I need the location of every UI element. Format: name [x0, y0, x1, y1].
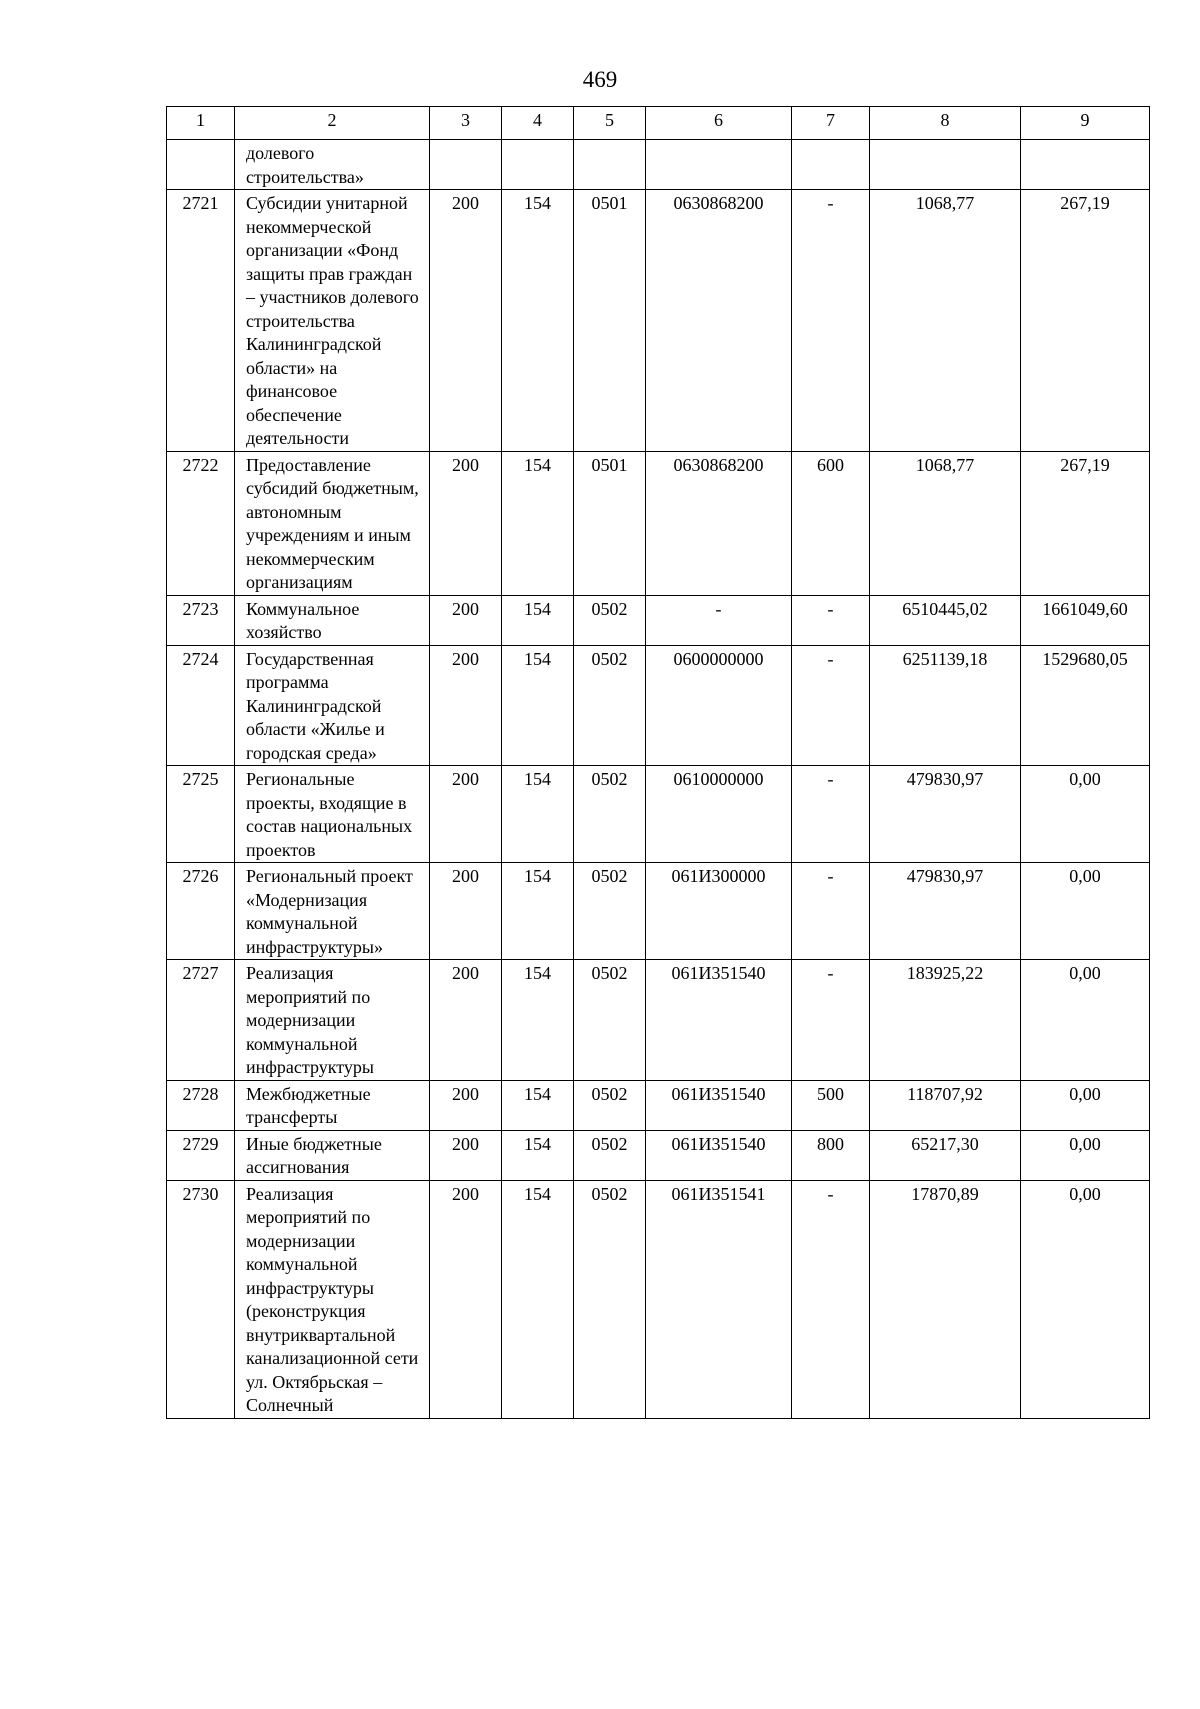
code-cell: 600 [792, 451, 870, 595]
code-cell: 154 [502, 451, 574, 595]
amount-cell: 267,19 [1021, 451, 1150, 595]
amount-cell: 0,00 [1021, 863, 1150, 960]
code-cell: - [792, 595, 870, 645]
code-cell [574, 140, 646, 190]
amount-cell: 65217,30 [870, 1130, 1021, 1180]
row-number-cell: 2728 [167, 1080, 235, 1130]
amount-cell [870, 140, 1021, 190]
code-cell: 200 [430, 960, 502, 1081]
code-cell: 0502 [574, 1130, 646, 1180]
row-number-cell: 2727 [167, 960, 235, 1081]
code-cell: - [792, 960, 870, 1081]
amount-cell [1021, 140, 1150, 190]
code-cell: 500 [792, 1080, 870, 1130]
code-cell: 0501 [574, 451, 646, 595]
description-cell: Предоставление субсидий бюджетным, автономным учреждениям и иным некоммерческим организациям [235, 451, 430, 595]
code-cell: 154 [502, 1130, 574, 1180]
code-cell: 200 [430, 863, 502, 960]
table-row [167, 451, 1150, 595]
description-cell: долевого строительства» [235, 140, 430, 190]
code-cell: 200 [430, 451, 502, 595]
table-row [167, 595, 1150, 645]
table-row [167, 960, 1150, 1081]
code-cell: 200 [430, 645, 502, 766]
row-number-cell [167, 140, 235, 190]
code-cell: 061И351540 [646, 960, 792, 1081]
description-cell: Субсидии унитарной некоммерческой организации «Фонд защиты прав граждан – участников долевого строительства Калининградской области» на финансовое обеспечение деятельности [235, 190, 430, 452]
page-number: 469 [582, 67, 618, 92]
table-row [167, 140, 1150, 190]
amount-cell: 183925,22 [870, 960, 1021, 1081]
header-cell: 9 [1021, 107, 1150, 140]
description-cell: Иные бюджетные ассигнования [235, 1130, 430, 1180]
code-cell: - [792, 863, 870, 960]
row-number-cell: 2724 [167, 645, 235, 766]
header-cell: 6 [646, 107, 792, 140]
table-row [167, 766, 1150, 863]
code-cell: 154 [502, 766, 574, 863]
code-cell: 0502 [574, 863, 646, 960]
amount-cell: 118707,92 [870, 1080, 1021, 1130]
row-number-cell: 2729 [167, 1130, 235, 1180]
table-row [167, 190, 1150, 452]
code-cell: 154 [502, 1180, 574, 1418]
code-cell: 061И300000 [646, 863, 792, 960]
code-cell: - [792, 190, 870, 452]
code-cell: 0630868200 [646, 451, 792, 595]
table-row [167, 1080, 1150, 1130]
code-cell: - [646, 595, 792, 645]
code-cell: 154 [502, 595, 574, 645]
header-cell: 7 [792, 107, 870, 140]
code-cell: 154 [502, 960, 574, 1081]
amount-cell: 0,00 [1021, 1180, 1150, 1418]
header-cell: 1 [167, 107, 235, 140]
amount-cell: 267,19 [1021, 190, 1150, 452]
amount-cell: 17870,89 [870, 1180, 1021, 1418]
code-cell: 200 [430, 1180, 502, 1418]
header-cell: 4 [502, 107, 574, 140]
amount-cell: 479830,97 [870, 766, 1021, 863]
code-cell: 154 [502, 645, 574, 766]
row-number-cell: 2722 [167, 451, 235, 595]
row-number-cell: 2725 [167, 766, 235, 863]
code-cell [430, 140, 502, 190]
row-number-cell: 2726 [167, 863, 235, 960]
code-cell: 154 [502, 1080, 574, 1130]
code-cell: 0502 [574, 766, 646, 863]
code-cell [646, 140, 792, 190]
code-cell: - [792, 766, 870, 863]
code-cell: 154 [502, 190, 574, 452]
amount-cell: 0,00 [1021, 1080, 1150, 1130]
amount-cell: 1661049,60 [1021, 595, 1150, 645]
description-cell: Региональные проекты, входящие в состав национальных проектов [235, 766, 430, 863]
table-row [167, 645, 1150, 766]
header-cell: 2 [235, 107, 430, 140]
code-cell: 0600000000 [646, 645, 792, 766]
code-cell: 200 [430, 766, 502, 863]
amount-cell: 1068,77 [870, 451, 1021, 595]
code-cell: 061И351541 [646, 1180, 792, 1418]
code-cell: 0502 [574, 595, 646, 645]
amount-cell: 0,00 [1021, 1130, 1150, 1180]
description-cell: Реализация мероприятий по модернизации коммунальной инфраструктуры [235, 960, 430, 1081]
amount-cell: 6251139,18 [870, 645, 1021, 766]
code-cell: 200 [430, 1080, 502, 1130]
description-cell: Государственная программа Калининградской области «Жилье и городская среда» [235, 645, 430, 766]
code-cell: 061И351540 [646, 1080, 792, 1130]
amount-cell: 0,00 [1021, 766, 1150, 863]
table-header-row [167, 107, 1150, 140]
code-cell [792, 140, 870, 190]
header-cell: 8 [870, 107, 1021, 140]
amount-cell: 6510445,02 [870, 595, 1021, 645]
code-cell: 0502 [574, 1080, 646, 1130]
code-cell: 0501 [574, 190, 646, 452]
amount-cell: 1529680,05 [1021, 645, 1150, 766]
amount-cell: 1068,77 [870, 190, 1021, 452]
header-cell: 3 [430, 107, 502, 140]
code-cell: 800 [792, 1130, 870, 1180]
header-cell: 5 [574, 107, 646, 140]
code-cell [502, 140, 574, 190]
description-cell: Коммунальное хозяйство [235, 595, 430, 645]
code-cell: 061И351540 [646, 1130, 792, 1180]
code-cell: 0502 [574, 960, 646, 1081]
row-number-cell: 2730 [167, 1180, 235, 1418]
description-cell: Реализация мероприятий по модернизации коммунальной инфраструктуры (реконструкция внутриквартальной канализационной сети ул. Октябрьская – Солнечный [235, 1180, 430, 1418]
code-cell: 0502 [574, 1180, 646, 1418]
code-cell: - [792, 645, 870, 766]
amount-cell: 479830,97 [870, 863, 1021, 960]
code-cell: 154 [502, 863, 574, 960]
description-cell: Межбюджетные трансферты [235, 1080, 430, 1130]
code-cell: 200 [430, 190, 502, 452]
description-cell: Региональный проект «Модернизация коммунальной инфраструктуры» [235, 863, 430, 960]
code-cell: - [792, 1180, 870, 1418]
amount-cell: 0,00 [1021, 960, 1150, 1081]
code-cell: 0502 [574, 645, 646, 766]
table-row [167, 1130, 1150, 1180]
row-number-cell: 2721 [167, 190, 235, 452]
table-row [167, 1180, 1150, 1418]
table-row [167, 863, 1150, 960]
code-cell: 0630868200 [646, 190, 792, 452]
code-cell: 200 [430, 1130, 502, 1180]
budget-table [166, 106, 1150, 1419]
row-number-cell: 2723 [167, 595, 235, 645]
code-cell: 0610000000 [646, 766, 792, 863]
code-cell: 200 [430, 595, 502, 645]
